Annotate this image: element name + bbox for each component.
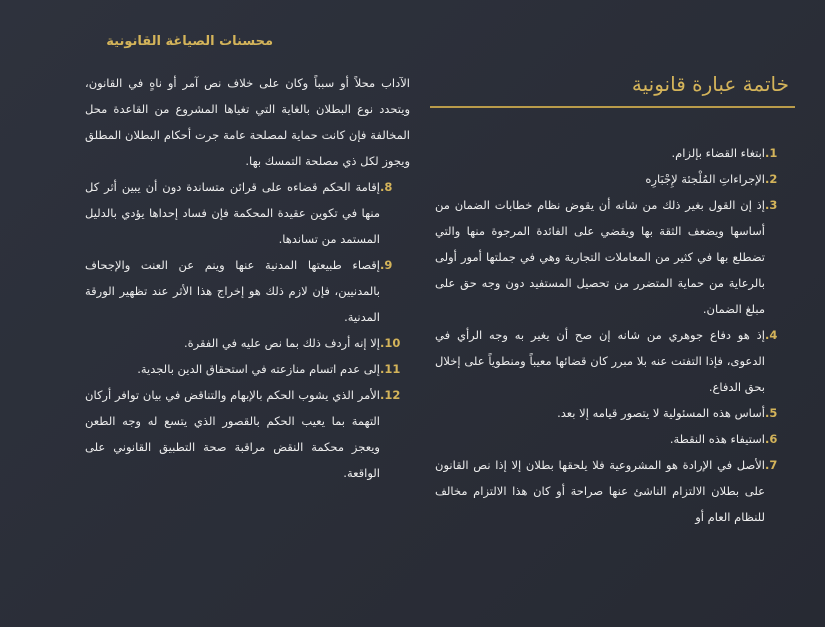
item-number: 8. [380,180,393,194]
left-column-list [85,70,410,486]
list-item [85,330,410,356]
list-item [85,174,410,252]
continued-paragraph: الآداب محلاً أو سبباً وكان على خلاف نص آمر أو ناهٍ في القانون، ويتحدد نوع البطلان بالغاية التي تغياها المشروع من القاعدة محل المخالفة فإن كانت حماية لمصلحة عامة جرت أحكام البطلان المطلق ويجوز لكل ذي مصلحة التمسك بها. [85,76,410,168]
item-text: أساس هذه المسئولية لا يتصور قيامه إلا بعد. [557,406,765,420]
list-item [435,140,795,166]
item-number: 4. [765,328,778,342]
list-item [85,382,410,486]
item-number: 12. [380,388,401,402]
list-item [435,426,795,452]
list-item [435,322,795,400]
item-text: إقصاء طبيعتها المدنية عنها وينم عن العنت والإجحاف بالمدنيين، فإن لازم ذلك هو إخراج هذا الأثر عند تظهير الورقة المدنية. [85,258,380,324]
item-text: الأمر الذي يشوب الحكم بالإبهام والتناقض في بيان توافر أركان التهمة بما يعيب الحكم بالقصور الذي يتسع له وجه الطعن ويعجز محكمة النقض مراقبة صحة التطبيق القانوني على الواقعة. [85,388,380,480]
item-number: 5. [765,406,778,420]
item-text: الإجراءاتِ المُلْجئة لإِجْبَارِه [645,172,765,186]
list-item [85,252,410,330]
item-text: ابتغاء القضاء بإلزام. [671,146,765,160]
item-number: 7. [765,458,778,472]
list-item [435,452,795,530]
item-text: إلا إنه أردف ذلك بما نص عليه في الفقرة. [183,336,380,350]
item-number: 10. [380,336,401,350]
right-column-list [435,140,795,530]
item-text: إذ هو دفاع جوهري من شانه إن صح أن يغير به وجه الرأي في الدعوى، فإذا التفتت عنه بلا مبرر كان قضائها معيباً ومنطوياً على إخلال بحق الدفاع. [435,328,765,394]
section-title-legal-drafting: محسنات الصياغة القانونية [106,34,273,49]
item-number: 2. [765,172,778,186]
list-item [435,166,795,192]
item-text: الأصل في الإرادة هو المشروعية فلا يلحقها بطلان إلا إذا نص القانون على بطلان الالتزام الناشئ عنها صراحة أو كان هذا الالتزام مخالف للنظام العام أو [435,458,765,524]
item-text: إلى عدم اتسام منازعته في استحقاق الدين بالجدية. [137,362,380,376]
item-number: 9. [380,258,393,272]
item-text: إذ إن القول بغير ذلك من شانه أن يقوض نظام خطابات الضمان من أساسها ويضعف الثقة بها ويقضي على الفائدة المرجوة منها والتي تضطلع بها في كثير من المعاملات التجارية وهي في جملتها أمور أولى بالرعاية من حماية المتضرر من تحصيل المستفيد دون وجه حق على مبلغ الضمان. [435,198,765,316]
item-text: إقامة الحكم قضاءه على قرائن متساندة دون أن يبين أثر كل منها في تكوين عقيدة المحكمة فإن فساد إحداها يؤدي بالدليل المستمد من تساندها. [85,180,380,246]
list-item [435,192,795,322]
item-number: 6. [765,432,778,446]
list-item [435,400,795,426]
item-number: 1. [765,146,778,160]
list-item [85,356,410,382]
title-underline [430,106,795,108]
page-title: خاتمة عبارة قانونية [631,72,789,96]
item-number: 3. [765,198,778,212]
item-number: 11. [380,362,401,376]
item-text: استيفاء هذه النقطة. [669,432,765,446]
